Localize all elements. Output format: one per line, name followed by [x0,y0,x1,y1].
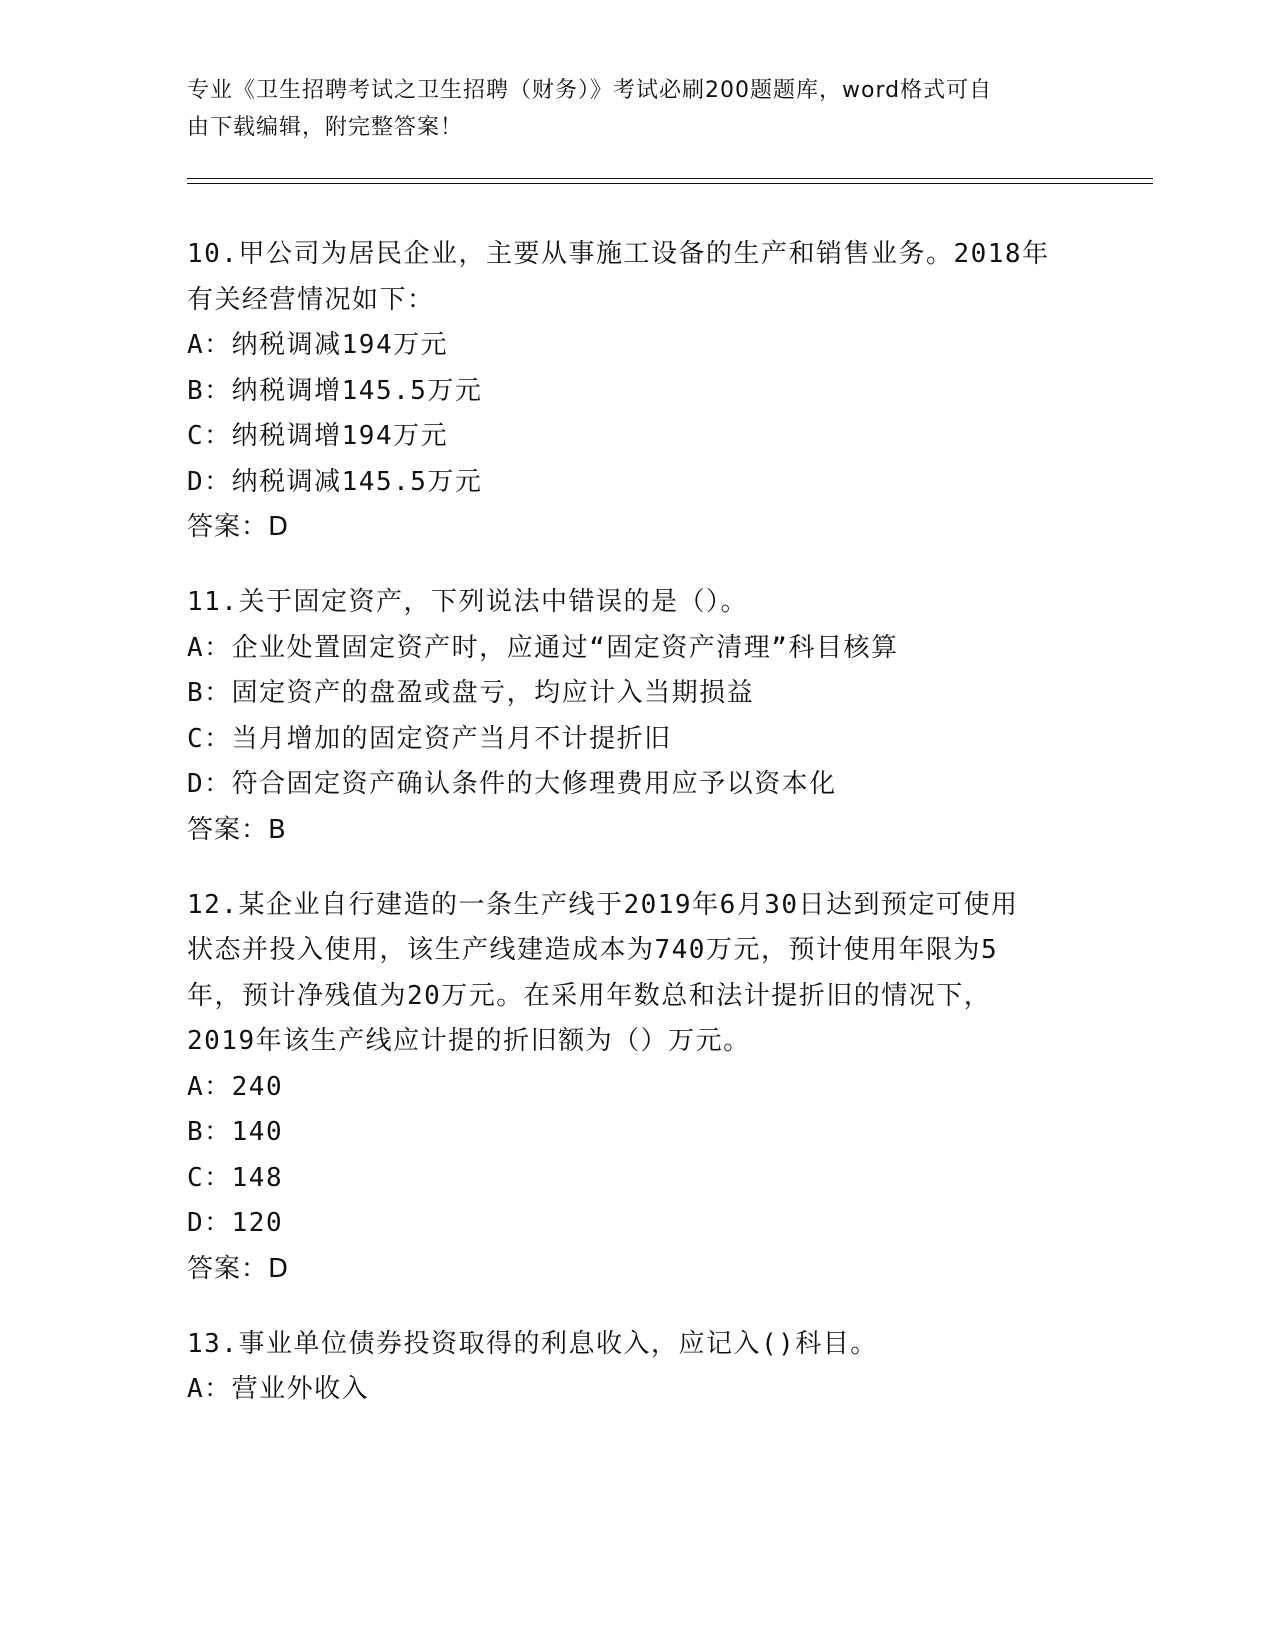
option-b: B：纳税调增145.5万元 [187,375,483,406]
option-b: B：140 [187,1117,284,1147]
question-item [187,1322,1087,1413]
option-c: C：当月增加的固定资产当月不计提折旧 [187,723,672,754]
option-c: C：148 [187,1162,284,1193]
header-divider-top [187,178,1153,179]
option-a: A：营业外收入 [187,1374,370,1404]
question-item [187,232,1087,550]
header-divider-bottom [187,183,1153,184]
option-d: D：120 [187,1208,284,1238]
question-stem-line: 年，预计净残值为20万元。在采用年数总和法计提折旧的情况下， [187,980,992,1011]
option-a: A：240 [187,1071,284,1102]
question-stem-line: 13.事业单位债券投资取得的利息收入，应记入()科目。 [187,1328,878,1359]
question-stem-line: 状态并投入使用，该生产线建造成本为740万元，预计使用年限为5 [187,935,999,965]
option-d: D：符合固定资产确认条件的大修理费用应予以资本化 [187,769,837,799]
question-stem-line: 10.甲公司为居民企业，主要从事施工设备的生产和销售业务。2018年 [187,239,1050,269]
question-stem-line: 有关经营情况如下： [187,284,435,315]
question-list [187,232,1087,1443]
header-line-1: 专业《卫生招聘考试之卫生招聘（财务）》考试必刷200题题库，word格式可自 [187,78,993,103]
option-c: C：纳税调增194万元 [187,421,449,451]
header-line-2: 由下载编辑，附完整答案！ [187,115,464,140]
document-header [187,72,1067,146]
option-a: A：纳税调减194万元 [187,330,449,360]
question-item [187,883,1087,1292]
answer-line: 答案：B [187,814,287,845]
option-a: A：企业处置固定资产时，应通过“固定资产清理”科目核算 [187,632,899,663]
option-d: D：纳税调减145.5万元 [187,466,483,497]
answer-line: 答案：D [187,512,290,542]
option-b: B：固定资产的盘盈或盘亏，均应计入当期损益 [187,678,755,708]
question-stem-line: 12.某企业自行建造的一条生产线于2019年6月30日达到预定可使用 [187,889,1019,920]
question-stem-line: 2019年该生产线应计提的折旧额为（）万元。 [187,1026,751,1056]
answer-line: 答案：D [187,1253,290,1284]
question-item [187,580,1087,853]
question-stem-line: 11.关于固定资产，下列说法中错误的是（）。 [187,587,748,617]
